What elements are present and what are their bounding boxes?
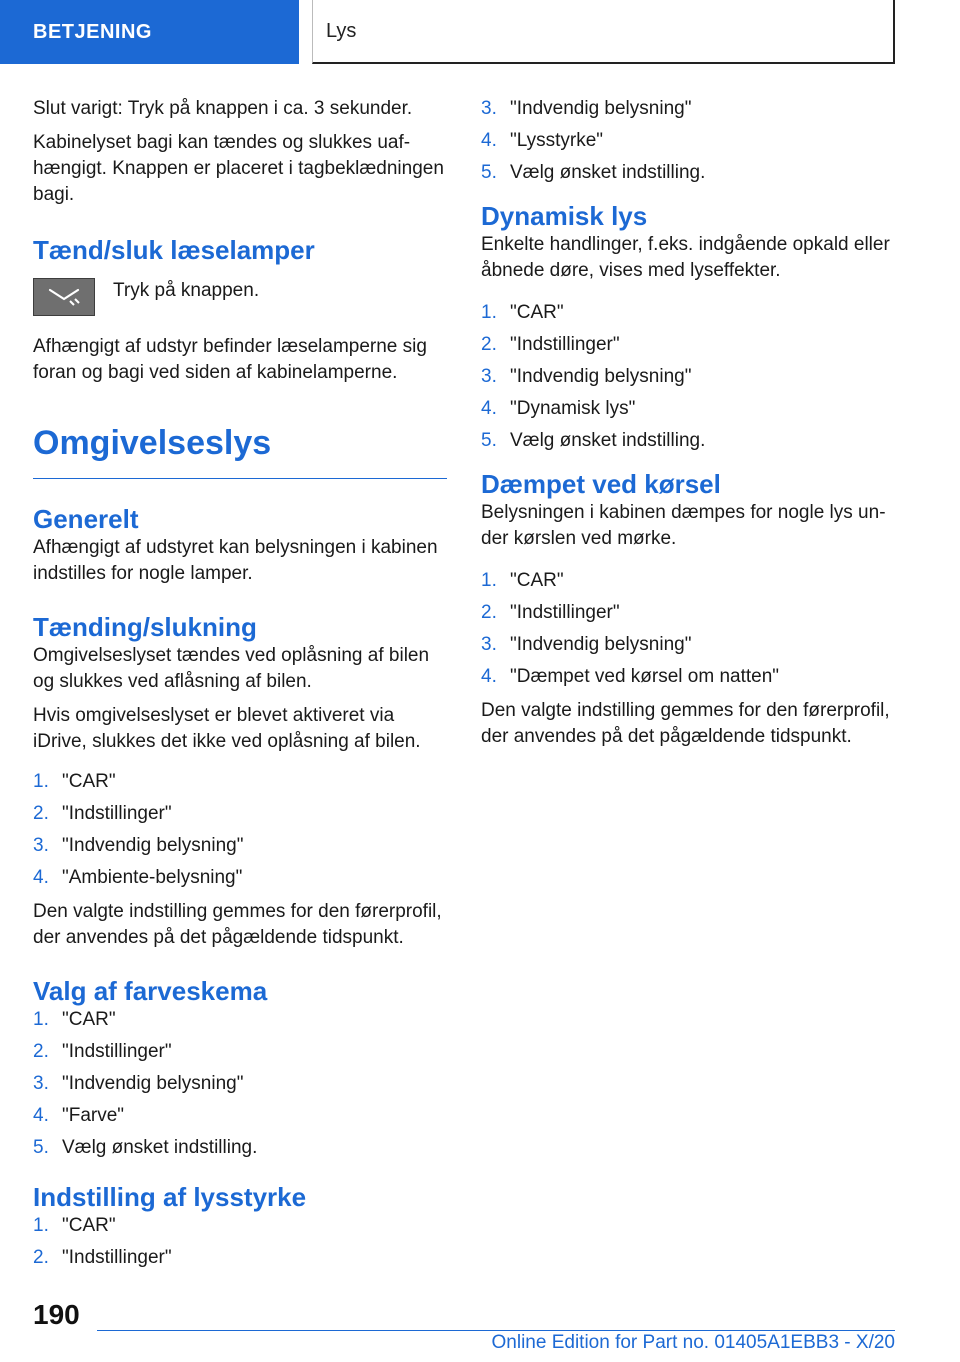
list-item: 2. "Indstillinger" [33,1247,172,1268]
list-item: 1. "CAR" [33,771,116,792]
list-item: 1. "CAR" [481,302,564,323]
steps-brightness [33,1213,447,1271]
steps-dynamic [481,300,895,454]
list-item: 1. "CAR" [33,1009,116,1030]
section-tab: BETJENING [0,0,299,64]
heading-dimmed-driving: Dæmpet ved kørsel [481,469,721,499]
paragraph: Afhængigt af udstyret kan belysningen i kabinen indstilles for nogle lamper. [33,537,438,584]
list-item: 4. "Dæmpet ved kørsel om natten" [481,666,780,687]
list-item: 4. "Dynamisk lys" [481,398,636,419]
heading-color-scheme: Valg af farveskema [33,976,268,1006]
icon-instruction [33,278,447,316]
heading-ambient-light: Omgivelseslys [33,424,272,462]
list-item: 3. "Indvendig belysning" [33,1073,244,1094]
chapter-tab: Lys [312,0,895,64]
list-item: 2. "Indstillinger" [33,803,172,824]
list-item: 2. "Indstillinger" [33,1041,172,1062]
heading-switching: Tænding/slukning [33,612,257,642]
list-item: 3. "Indvendig belysning" [33,835,244,856]
steps-color [33,1007,447,1161]
left-column [33,96,447,1279]
list-item: 4. "Lysstyrke" [481,130,604,151]
list-item: 3. "Indvendig belysning" [481,366,692,387]
paragraph: Belysningen i kabinen dæmpes for nogle lys under kørslen ved mørke. [481,502,886,549]
heading-brightness: Indstilling af lysstyrke [33,1182,307,1212]
steps-brightness-continued [481,96,895,186]
paragraph: Den valgte indstilling gemmes for den førerprofil, der anvendes på det pågældende tidspunkt. [33,901,442,948]
footer-rule [97,1330,895,1331]
steps-dimmed [481,568,895,690]
paragraph: Hvis omgivelseslyset er blevet aktiveret via iDrive, slukkes det ikke ved oplåsning af bilen. [33,705,421,752]
paragraph: Omgivelseslyset tændes ved oplåsning af bilen og slukkes ved aflåsning af bilen. [33,645,430,692]
paragraph: Enkelte handlinger, f.eks. indgående opkald eller åbnede døre, vises med lyseffekter. [481,234,890,281]
list-item: 2. "Indstillinger" [481,334,620,355]
heading-general: Generelt [33,504,139,534]
list-item: 5. Vælg ønsket indstilling. [481,430,706,451]
list-item: 3. "Indvendig belysning" [481,634,692,655]
list-item: 1. "CAR" [481,570,564,591]
reading-lamp-button-icon [33,278,95,316]
paragraph: Afhængigt af udstyr befinder læselamperne sig foran og bagi ved siden af kabinelamperne. [33,336,427,383]
list-item: 5. Vælg ønsket indstilling. [481,162,706,183]
list-item: 3. "Indvendig belysning" [481,98,692,119]
right-column [481,96,895,758]
paragraph: Den valgte indstilling gemmes for den førerprofil, der anvendes på det pågældende tidspunkt. [481,700,890,747]
paragraph: Slut varigt: Tryk på knappen i ca. 3 sekunder. [33,98,413,119]
heading-dynamic-light: Dynamisk lys [481,201,648,231]
list-item: 5. Vælg ønsket indstilling. [33,1137,258,1158]
paragraph: Kabinelyset bagi kan tændes og slukkes uafhængigt. Knappen er placeret i tagbeklædningen bagi. [33,132,444,205]
icon-text: Tryk på knappen. [113,280,260,301]
list-item: 1. "CAR" [33,1215,116,1236]
list-item: 4. "Ambiente-belysning" [33,867,243,888]
heading-reading-lamps: Tænd/sluk læselamper [33,235,315,265]
page-number: 190 [33,1299,80,1330]
edition-text: Online Edition for Part no. 01405A1EBB3 - X/20 [491,1332,895,1353]
heading-rule [33,478,447,479]
steps-switching [33,769,447,891]
list-item: 2. "Indstillinger" [481,602,620,623]
list-item: 4. "Farve" [33,1105,125,1126]
